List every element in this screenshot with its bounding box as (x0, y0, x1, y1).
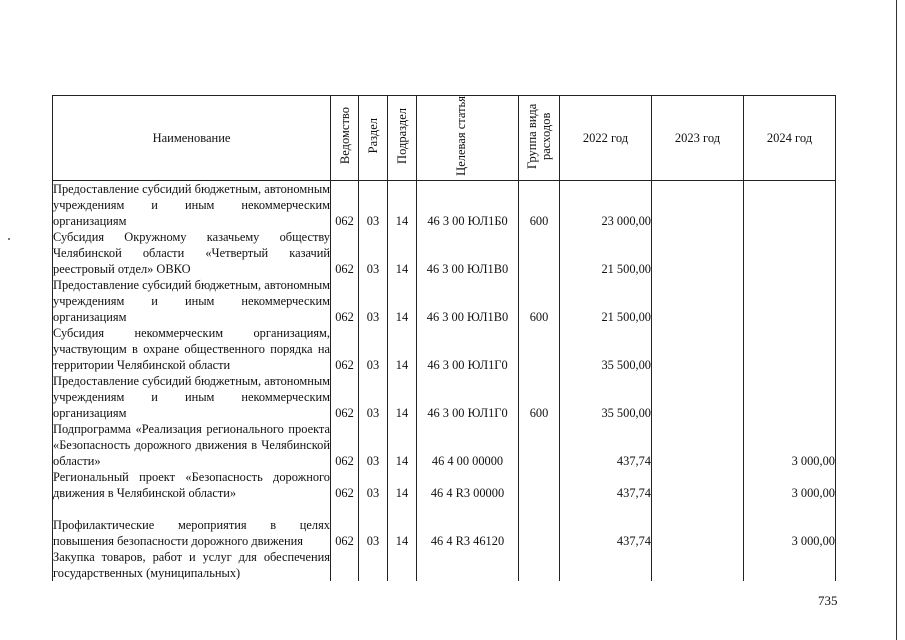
table-header-row (53, 96, 836, 181)
row-group (519, 229, 560, 277)
row-2024 (744, 229, 836, 277)
header-subsection: Подраздел (395, 108, 409, 164)
row-2024: 3 000,00 (744, 469, 836, 501)
row-2024 (744, 325, 836, 373)
row-group: 600 (519, 181, 560, 230)
row-dept (331, 549, 359, 581)
row-2023 (652, 181, 744, 230)
scan-dot (8, 238, 10, 240)
table-row (53, 277, 836, 325)
header-2023: 2023 год (652, 96, 744, 181)
header-target-article: Целевая статья (453, 96, 468, 176)
table-row (53, 549, 836, 581)
row-subsection: 14 (388, 373, 417, 421)
row-subsection: 14 (388, 501, 417, 549)
page-edge-line (896, 0, 897, 640)
row-dept: 062 (331, 181, 359, 230)
row-2022: 35 500,00 (560, 373, 652, 421)
row-2023 (652, 373, 744, 421)
row-article: 46 3 00 ЮЛ1Г0 (417, 373, 519, 421)
row-section: 03 (359, 469, 388, 501)
row-2024 (744, 549, 836, 581)
page-number: 735 (818, 593, 838, 608)
row-article: 46 4 R3 46120 (417, 501, 519, 549)
header-expense-group: Группа вида расходов (525, 103, 553, 169)
row-section: 03 (359, 373, 388, 421)
row-name: Региональный проект «Безопасность дорожного движения в Челябинской области» (53, 470, 330, 500)
row-section: 03 (359, 325, 388, 373)
row-subsection: 14 (388, 181, 417, 230)
row-section: 03 (359, 501, 388, 549)
row-2022: 21 500,00 (560, 277, 652, 325)
row-group (519, 421, 560, 469)
row-subsection: 14 (388, 277, 417, 325)
row-2023 (652, 549, 744, 581)
row-article: 46 4 00 00000 (417, 421, 519, 469)
row-2022: 23 000,00 (560, 181, 652, 230)
row-group (519, 501, 560, 549)
row-name: Подпрограмма «Реализация регионального проекта «Безопасность дорожного движения в Челябинской области» (53, 422, 330, 468)
row-2024 (744, 373, 836, 421)
row-2023 (652, 277, 744, 325)
row-2022: 35 500,00 (560, 325, 652, 373)
row-subsection (388, 549, 417, 581)
row-2023 (652, 501, 744, 549)
table-row (53, 373, 836, 421)
row-section (359, 549, 388, 581)
row-dept: 062 (331, 421, 359, 469)
table-row (53, 469, 836, 501)
row-subsection: 14 (388, 421, 417, 469)
header-department: Ведомство (337, 107, 352, 165)
row-2024: 3 000,00 (744, 501, 836, 549)
row-name: Предоставление субсидий бюджетным, автономным учреждениям и иным некоммерческим организациям (53, 278, 330, 324)
row-group: 600 (519, 373, 560, 421)
row-group (519, 325, 560, 373)
row-section: 03 (359, 229, 388, 277)
row-dept: 062 (331, 325, 359, 373)
table-row (53, 229, 836, 277)
row-2023 (652, 469, 744, 501)
table-row (53, 325, 836, 373)
row-section: 03 (359, 421, 388, 469)
row-subsection: 14 (388, 469, 417, 501)
row-article: 46 4 R3 00000 (417, 469, 519, 501)
row-dept: 062 (331, 373, 359, 421)
row-article (417, 549, 519, 581)
row-2022: 437,74 (560, 469, 652, 501)
table-row (53, 501, 836, 549)
row-2022 (560, 549, 652, 581)
row-dept: 062 (331, 501, 359, 549)
row-article: 46 3 00 ЮЛ1Б0 (417, 181, 519, 230)
row-name: Субсидия Окружному казачьему обществу Челябинской области «Четвертый казачий реестровый отдел» ОВКО (53, 230, 330, 276)
row-group (519, 469, 560, 501)
row-article: 46 3 00 ЮЛ1В0 (417, 229, 519, 277)
table-row (53, 421, 836, 469)
row-2024 (744, 277, 836, 325)
row-name: Субсидия некоммерческим организациям, участвующим в охране общественного порядка на территории Челябинской области (53, 326, 330, 372)
row-section: 03 (359, 181, 388, 230)
row-subsection: 14 (388, 325, 417, 373)
row-2022: 437,74 (560, 501, 652, 549)
row-name: Предоставление субсидий бюджетным, автономным учреждениям и иным некоммерческим организациям (53, 374, 330, 420)
row-article: 46 3 00 ЮЛ1Г0 (417, 325, 519, 373)
row-section: 03 (359, 277, 388, 325)
row-name: Закупка товаров, работ и услуг для обеспечения государственных (муниципальных) (53, 550, 330, 580)
row-2024: 3 000,00 (744, 421, 836, 469)
header-2022: 2022 год (560, 96, 652, 181)
row-2024 (744, 181, 836, 230)
row-2022: 21 500,00 (560, 229, 652, 277)
budget-table (52, 95, 836, 581)
header-2024: 2024 год (744, 96, 836, 181)
row-2022: 437,74 (560, 421, 652, 469)
row-dept: 062 (331, 229, 359, 277)
row-dept: 062 (331, 469, 359, 501)
row-dept: 062 (331, 277, 359, 325)
row-2023 (652, 325, 744, 373)
row-group (519, 549, 560, 581)
table-row (53, 181, 836, 230)
header-section: Раздел (366, 118, 380, 154)
row-group: 600 (519, 277, 560, 325)
row-2023 (652, 229, 744, 277)
header-name: Наименование (53, 96, 331, 181)
row-name: Предоставление субсидий бюджетным, автономным учреждениям и иным некоммерческим организациям (53, 182, 330, 228)
row-2023 (652, 421, 744, 469)
row-name: Профилактические мероприятия в целях повышения безопасности дорожного движения (53, 501, 331, 549)
row-article: 46 3 00 ЮЛ1В0 (417, 277, 519, 325)
row-subsection: 14 (388, 229, 417, 277)
